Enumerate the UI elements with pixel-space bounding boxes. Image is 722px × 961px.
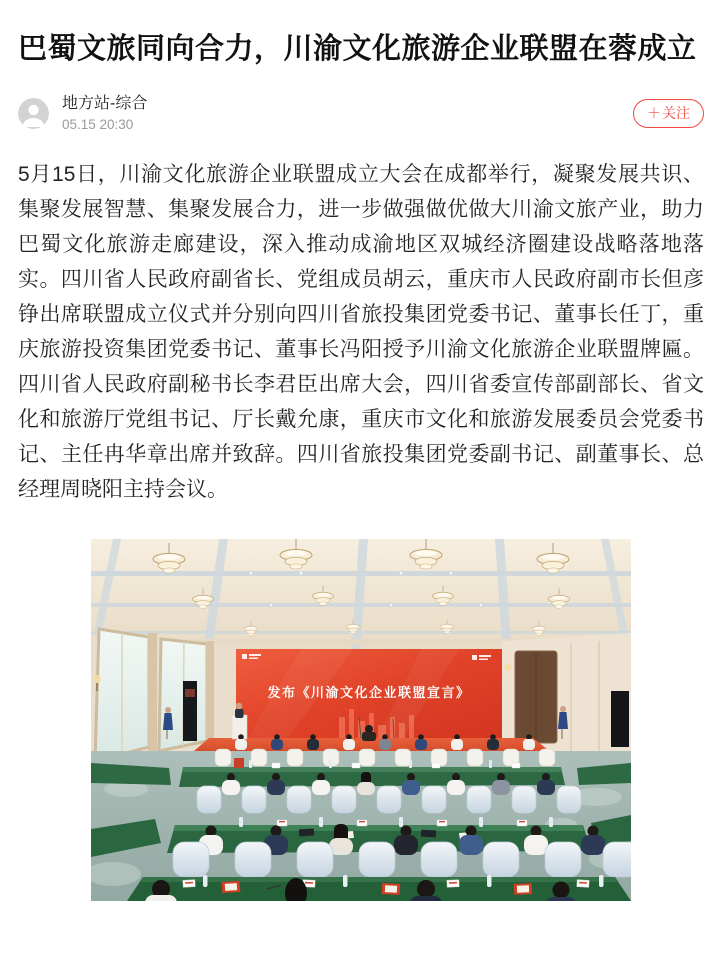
speaker-tower-right (611, 691, 629, 747)
author-meta (62, 95, 147, 132)
red-gift-bag (234, 758, 244, 768)
plus-icon: ＋ (647, 105, 661, 122)
conference-photo-illustration (91, 539, 631, 901)
follow-button[interactable] (633, 99, 704, 128)
backdrop-banner-text: 发布《川渝文化企业联盟宣言》 (267, 684, 471, 700)
follow-label: 关注 (662, 105, 690, 122)
article-photo[interactable] (91, 539, 631, 901)
speaker-tower-left (183, 681, 197, 741)
page-title: 巴蜀文旅同向合力，川渝文化旅游企业联盟在蓉成立 (18, 33, 697, 65)
author-name[interactable]: 地方站-综合 (62, 95, 148, 113)
author-row (18, 95, 704, 132)
article-body: 5月15日，川渝文化旅游企业联盟成立大会在成都举行，凝聚发展共识、集聚发展智慧、集聚发展合力，进一步做强做优做大川渝文旅产业，助力巴蜀文化旅游走廊建设，深入推动成渝地区双城经济圈建设战略落地落实。四川省人民政府副省长、党组成员胡云，重庆市人民政府副市长但彦铮出席联盟成立仪式并分别向四川省旅投集团党委书记、董事长任丁，重庆旅游投资集团党委书记、董事长冯阳授予川渝文化旅游企业联盟牌匾。四川省人民政府副秘书长李君臣出席大会，四川省委宣传部副部长、省文化和旅游厅党组书记、厅长戴允康，重庆市文化和旅游发展委员会党委书记、主任冉华章出席并致辞。四川省旅投集团党委副书记、副董事长、总经理周晓阳主持会议。 (18, 162, 704, 501)
person-silhouette-icon (18, 98, 49, 129)
chair-row-2 (197, 786, 581, 813)
publish-datetime: 05.15 20:30 (62, 116, 134, 132)
article-page (0, 31, 722, 901)
avatar[interactable] (18, 98, 49, 129)
